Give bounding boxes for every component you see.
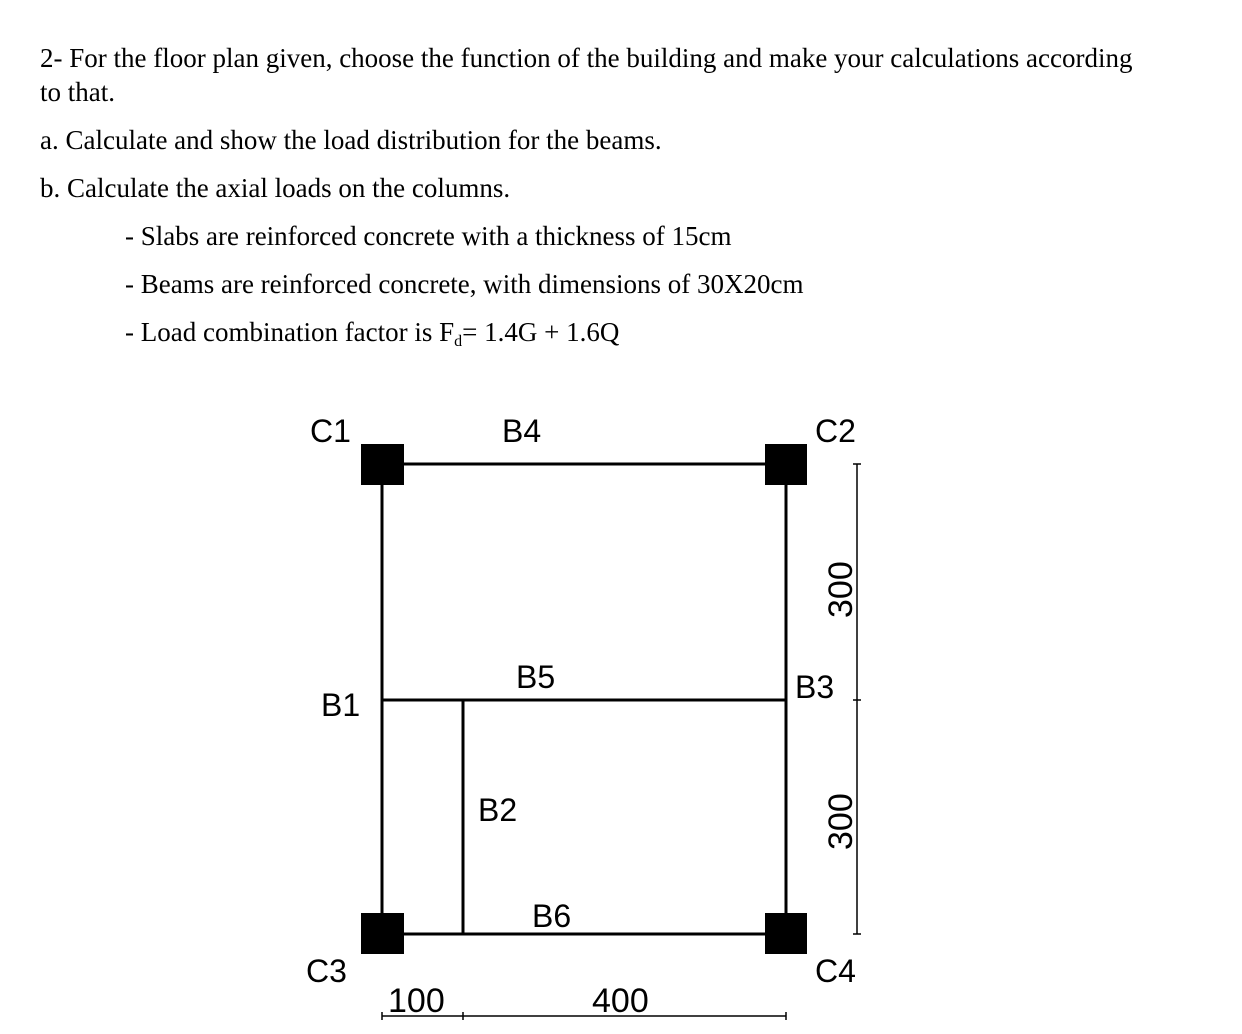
column-c2-block — [765, 444, 807, 485]
spec-slab: - Slabs are reinforced concrete with a thickness of 15cm — [125, 221, 732, 251]
beam-label-b4: B4 — [502, 413, 542, 449]
beam-label-b1: B1 — [321, 687, 361, 723]
column-c4-block — [765, 913, 807, 954]
spec-load-subscript: d — [454, 333, 463, 350]
dimension-label-300-lower: 300 — [822, 793, 860, 850]
column-label-c1: C1 — [310, 413, 351, 449]
column-c1-block — [361, 444, 404, 485]
dimension-label-300-upper: 300 — [822, 561, 860, 618]
dimension-label-100: 100 — [388, 982, 445, 1020]
beam-label-b2: B2 — [478, 792, 518, 828]
column-label-c2: C2 — [815, 413, 856, 449]
column-c3-block — [361, 913, 404, 954]
spec-beam: - Beams are reinforced concrete, with dimensions of 30X20cm — [125, 269, 804, 299]
question-part-a: a. Calculate and show the load distribution for the beams. — [40, 125, 662, 155]
spec-load-suffix: = 1.4G + 1.6Q — [462, 317, 620, 347]
question-part-b: b. Calculate the axial loads on the columns. — [40, 173, 511, 203]
spec-load-prefix: - Load combination factor is F — [125, 317, 455, 347]
question-line-2: to that. — [40, 77, 115, 107]
beam-label-b6: B6 — [532, 898, 572, 934]
column-label-c4: C4 — [815, 953, 856, 989]
beam-label-b3: B3 — [795, 669, 835, 705]
column-label-c3: C3 — [306, 953, 347, 989]
dimension-label-400: 400 — [592, 982, 649, 1020]
beam-label-b5: B5 — [516, 659, 556, 695]
question-line-1: 2- For the floor plan given, choose the function of the building and make your calculations according — [40, 43, 1133, 73]
